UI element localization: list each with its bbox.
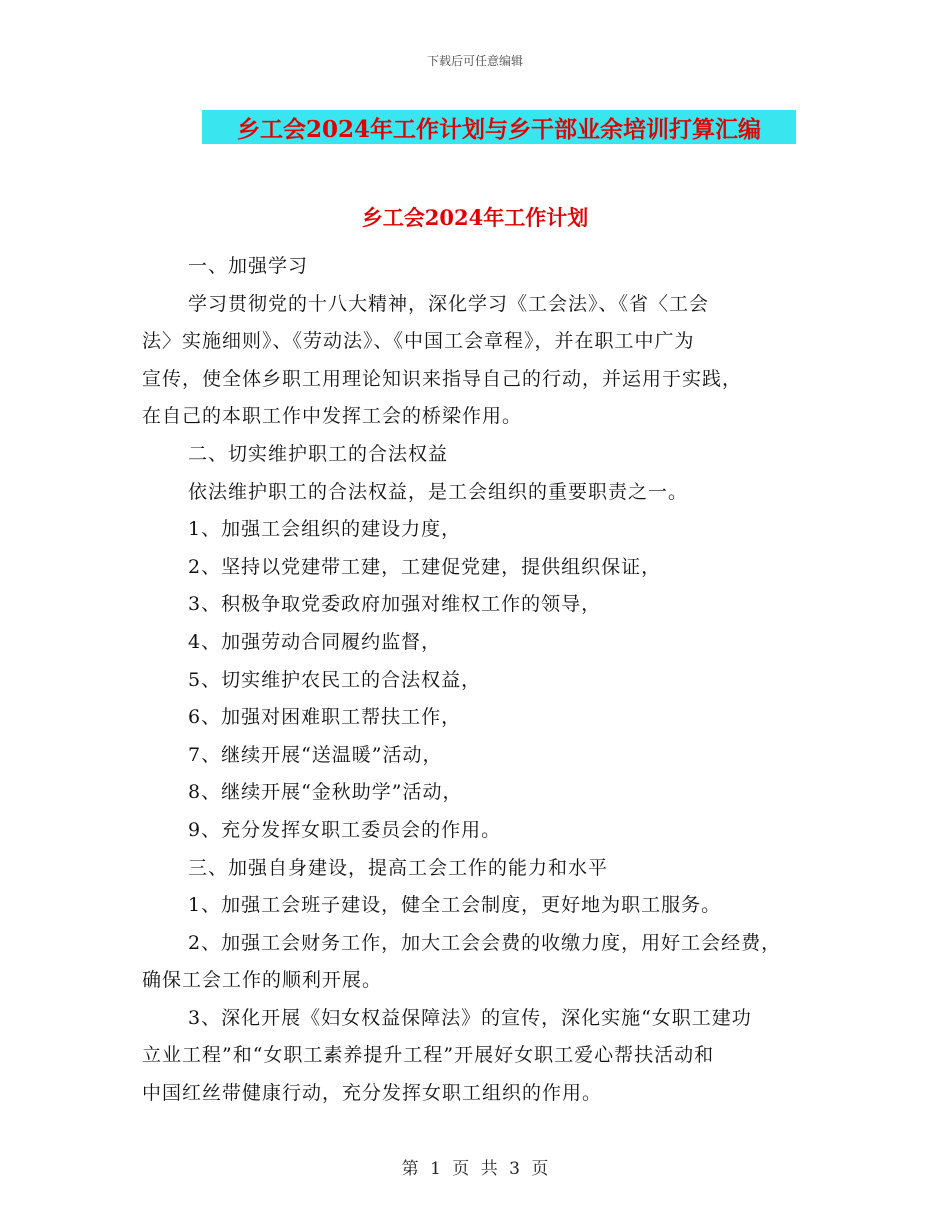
footer-word-ye: 页 — [452, 1159, 470, 1179]
section-title: 乡工会2024年工作计划 — [361, 205, 589, 230]
paragraph-line: 三、加强自身建设，提高工会工作的能力和水平 — [188, 856, 609, 879]
paragraph-line: 在自己的本职工作中发挥工会的桥梁作用。 — [142, 405, 523, 428]
paragraph-line: 6、加强对困难职工帮扶工作， — [188, 706, 462, 729]
paragraph-line: 5、切实维护农民工的合法权益， — [188, 668, 482, 691]
footer-word-ye-2: 页 — [531, 1159, 549, 1179]
footer-word-gong: 共 — [480, 1159, 498, 1179]
document-title-highlight — [202, 110, 796, 144]
paragraph-line: 9、充分发挥女职工委员会的作用。 — [188, 818, 502, 841]
paragraph-line: 2、加强工会财务工作，加大工会会费的收缴力度，用好工会经费， — [188, 931, 782, 954]
paragraph-line: 依法维护职工的合法权益，是工会组织的重要职责之一。 — [188, 480, 689, 503]
footer-word-di: 第 — [401, 1159, 419, 1179]
paragraph-line: 确保工会工作的顺利开展。 — [142, 969, 383, 992]
paragraph-line: 1、加强工会班子建设，健全工会制度，更好地为职工服务。 — [188, 894, 722, 917]
paragraph-line: 二、切实维护职工的合法权益 — [188, 442, 449, 465]
header-note: 下载后可任意编辑 — [426, 54, 523, 68]
paragraph-line: 宣传，使全体乡职工用理论知识来指导自己的行动，并运用于实践， — [142, 367, 743, 390]
paragraph-line: 8、继续开展“金秋助学”活动， — [188, 781, 463, 804]
paragraph-line: 3、深化开展《妇女权益保障法》的宣传，深化实施“女职工建功 — [188, 1006, 752, 1029]
paragraph-line: 2、坚持以党建带工建，工建促党建，提供组织保证， — [188, 555, 662, 578]
document-body — [142, 248, 822, 1113]
paragraph-line: 学习贯彻党的十八大精神，深化学习《工会法》、《省〈工会 — [188, 292, 710, 315]
paragraph-line: 7、继续开展“送温暖”活动， — [188, 743, 443, 766]
paragraph-line: 1、加强工会组织的建设力度， — [188, 518, 462, 541]
paragraph-line: 法〉实施细则》、《劳动法》、《中国工会章程》，并在职工中广为 — [142, 330, 695, 353]
paragraph-line: 一、加强学习 — [188, 255, 309, 277]
paragraph-line: 立业工程”和“女职工素养提升工程”开展好女职工爱心帮扶活动和 — [142, 1044, 715, 1067]
document-title: 乡工会2024年工作计划与乡干部业余培训打算汇编 — [236, 115, 761, 143]
paragraph-line: 中国红丝带健康行动，充分发挥女职工组织的作用。 — [142, 1082, 603, 1105]
current-page-number: 1 — [430, 1159, 441, 1179]
paragraph-line: 4、加强劳动合同履约监督， — [188, 630, 442, 653]
page-footer — [0, 1154, 950, 1179]
total-page-number: 3 — [509, 1159, 520, 1179]
paragraph-line: 3、积极争取党委政府加强对维权工作的领导， — [188, 593, 602, 616]
